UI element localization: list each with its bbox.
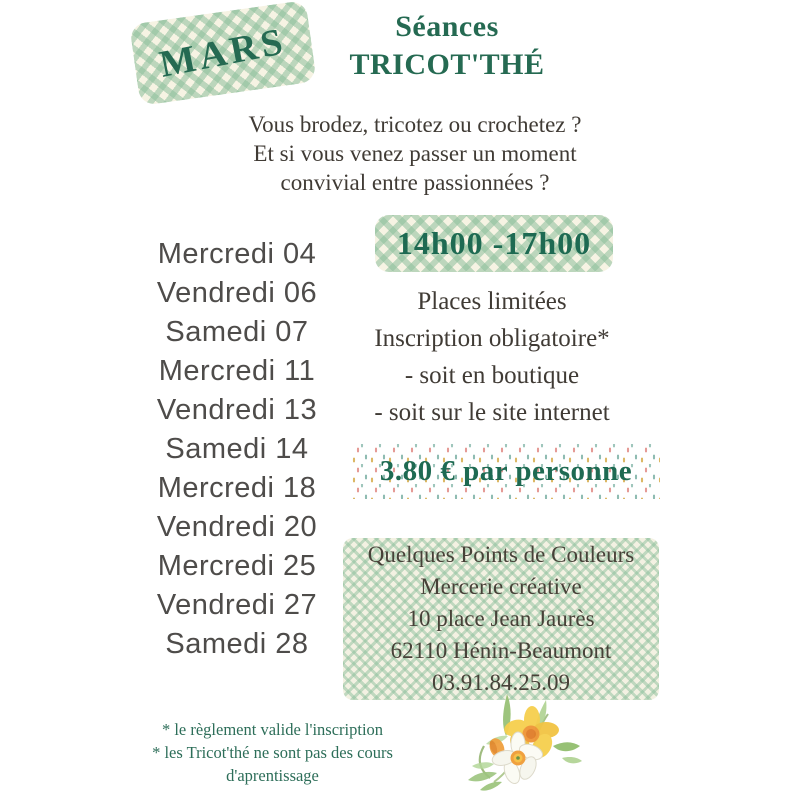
intro-line: convivial entre passionnées ? (280, 170, 550, 195)
daffodil-bouquet-icon (450, 686, 590, 798)
venue-street: 10 place Jean Jaurès (407, 606, 595, 631)
footnote-line: d'aprentissage (226, 766, 319, 785)
registration-info (337, 283, 647, 431)
intro-line: Et si vous venez passer un moment (253, 141, 577, 166)
price-badge (352, 444, 660, 499)
date-item: Vendredi 20 (156, 511, 318, 543)
registration-line: - soit en boutique (404, 362, 580, 389)
venue-card (343, 538, 659, 700)
registration-line: Inscription obligatoire* (374, 325, 610, 352)
date-item: Samedi 14 (165, 433, 309, 465)
date-item: Mercredi 11 (158, 355, 316, 387)
date-item: Mercredi 04 (157, 238, 317, 270)
registration-line: Places limitées (417, 288, 567, 315)
venue-name: Quelques Points de Couleurs (367, 542, 635, 567)
date-item: Vendredi 27 (156, 589, 318, 621)
intro-line: Vous brodez, tricotez ou crochetez ? (248, 112, 582, 137)
footnote-line: * le règlement valide l'inscription (161, 720, 384, 739)
date-item: Vendredi 13 (156, 394, 318, 426)
footnotes (130, 718, 415, 787)
date-item: Mercredi 25 (157, 550, 317, 582)
intro-text (245, 110, 585, 197)
title-line-2: TRICOT'THÉ (349, 48, 545, 81)
price-label: 3.80 € par personne (379, 455, 633, 487)
month-label: MARS (156, 20, 290, 86)
title-line-1: Séances (395, 10, 499, 43)
date-item: Vendredi 06 (156, 277, 318, 309)
date-item: Samedi 07 (165, 316, 309, 348)
venue-city: 62110 Hénin-Beaumont (390, 638, 612, 663)
registration-line: - soit sur le site internet (374, 399, 610, 426)
time-range: 14h00 -17h00 (396, 225, 592, 261)
time-badge (375, 215, 613, 272)
venue-phone: 03.91.84.25.09 (432, 670, 570, 695)
session-dates-list (112, 235, 362, 664)
venue-subtitle: Mercerie créative (420, 574, 582, 599)
date-item: Samedi 28 (165, 628, 309, 660)
date-item: Mercredi 18 (157, 472, 317, 504)
page-title (277, 8, 617, 84)
footnote-line: * les Tricot'thé ne sont pas des cours (152, 743, 393, 762)
